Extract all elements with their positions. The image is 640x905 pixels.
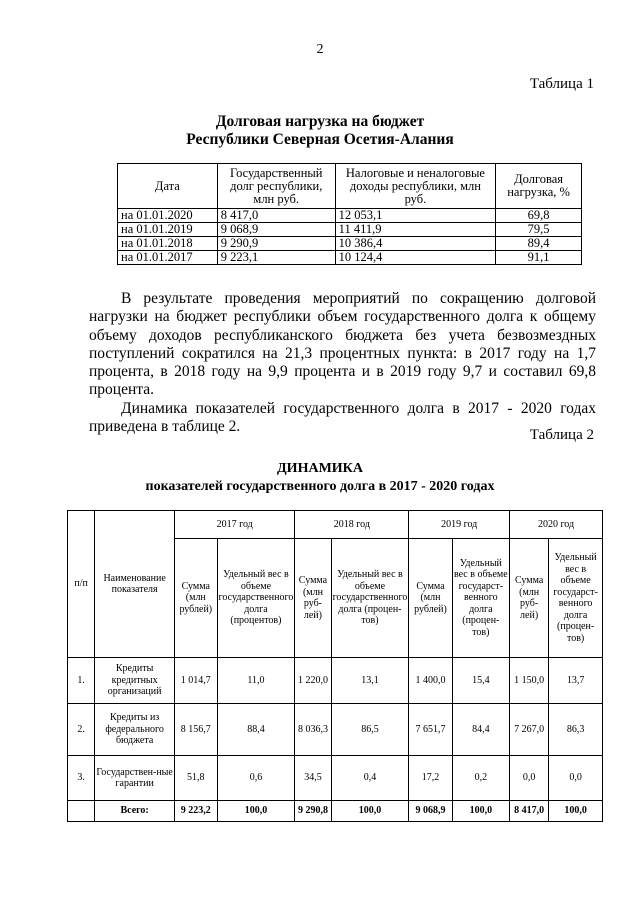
header-share-2017: Удельный вес в объеме государственного долга (процентов) (217, 539, 295, 658)
cell-load: 69,8 (496, 209, 582, 223)
header-sum-2017: Сумма (млн рублей) (175, 539, 218, 658)
cell-value: 1 150,0 (510, 658, 549, 704)
header-load: Долговая нагрузка, % (496, 164, 582, 209)
header-year-2017: 2017 год (175, 511, 295, 539)
cell-date: на 01.01.2018 (118, 237, 218, 251)
table1-header-row (118, 164, 582, 209)
table-row (118, 209, 582, 223)
cell-np (68, 801, 95, 822)
table2-label: Таблица 2 (529, 427, 594, 443)
cell-value: 8 156,7 (175, 704, 218, 756)
paragraph: Динамика показателей государственного долга в 2017 - 2020 годах приведена в таблице 2. (89, 399, 596, 436)
header-sum-2019: Сумма (млн рублей) (409, 539, 452, 658)
header-np: п/п (68, 511, 95, 658)
cell-value: 1 220,0 (295, 658, 331, 704)
cell-load: 89,4 (496, 237, 582, 251)
table2-title (0, 460, 640, 496)
header-name: Наименование показателя (95, 511, 175, 658)
cell-value: 34,5 (295, 756, 331, 801)
cell-name: Кредиты из федерального бюджета (95, 704, 175, 756)
cell-value: 0,6 (217, 756, 295, 801)
cell-load: 91,1 (496, 251, 582, 265)
header-year-2018: 2018 год (295, 511, 409, 539)
cell-debt: 9 068,9 (217, 223, 335, 237)
cell-value: 15,4 (452, 658, 509, 704)
header-year-2019: 2019 год (409, 511, 510, 539)
table-row (68, 704, 603, 756)
cell-value: 0,4 (331, 756, 409, 801)
cell-value: 0,0 (510, 756, 549, 801)
cell-value: 1 400,0 (409, 658, 452, 704)
cell-revenue: 10 386,4 (335, 237, 495, 251)
table-row (118, 237, 582, 251)
cell-name: Всего: (95, 801, 175, 822)
table2-year-row (68, 511, 603, 539)
cell-np: 3. (68, 756, 95, 801)
header-share-2019: Удельный вес в объеме государст-венного долга (процен-тов) (452, 539, 509, 658)
cell-value: 13,1 (331, 658, 409, 704)
header-year-2020: 2020 год (510, 511, 603, 539)
cell-value: 9 223,2 (175, 801, 218, 822)
page-number: 2 (316, 42, 324, 57)
cell-value: 86,3 (549, 704, 603, 756)
cell-revenue: 12 053,1 (335, 209, 495, 223)
table-total-row (68, 801, 603, 822)
cell-value: 84,4 (452, 704, 509, 756)
header-share-2018: Удельный вес в объеме государственного долга (процен-тов) (331, 539, 409, 658)
cell-debt: 9 290,9 (217, 237, 335, 251)
cell-load: 79,5 (496, 223, 582, 237)
cell-debt: 8 417,0 (217, 209, 335, 223)
cell-value: 11,0 (217, 658, 295, 704)
cell-value: 9 290,8 (295, 801, 331, 822)
header-debt: Государственный долг республики, млн руб. (217, 164, 335, 209)
debt-dynamics-table (67, 510, 603, 822)
table-row (118, 251, 582, 265)
cell-value: 0,2 (452, 756, 509, 801)
table1-title-line1: Долговая нагрузка на бюджет (215, 113, 425, 130)
table-row (118, 223, 582, 237)
paragraph: В результате проведения мероприятий по сокращению долговой нагрузки на бюджет республики объем государственного долга к общему объему доходов республиканского бюджета без учета безвозмездных поступлений сократился на 21,3 процентных пункта: в 2017 году на 1,7 процента, в 2018 году на 9,9 процента и в 2019 году 9,7 и составил 69,8 процента. (89, 290, 596, 399)
table2-title-line2: показателей государственного долга в 2017 - 2020 годах (145, 479, 495, 494)
cell-value: 0,0 (549, 756, 603, 801)
table1-title-line2: Республики Северная Осетия-Алания (186, 131, 454, 148)
table1-title (0, 113, 640, 149)
cell-np: 1. (68, 658, 95, 704)
header-sum-2018: Сумма (млн руб-лей) (295, 539, 331, 658)
table2-title-line1: ДИНАМИКА (277, 461, 363, 476)
cell-value: 7 267,0 (510, 704, 549, 756)
header-share-2020: Удельный вес в объеме государст-венного долга (процен-тов) (549, 539, 603, 658)
cell-debt: 9 223,1 (217, 251, 335, 265)
cell-value: 100,0 (452, 801, 509, 822)
cell-np: 2. (68, 704, 95, 756)
table1-label: Таблица 1 (529, 76, 594, 92)
cell-value: 86,5 (331, 704, 409, 756)
table-row (68, 756, 603, 801)
cell-value: 8 036,3 (295, 704, 331, 756)
table-row (68, 658, 603, 704)
cell-value: 9 068,9 (409, 801, 452, 822)
header-date: Дата (118, 164, 218, 209)
cell-value: 1 014,7 (175, 658, 218, 704)
cell-date: на 01.01.2020 (118, 209, 218, 223)
cell-value: 8 417,0 (510, 801, 549, 822)
cell-revenue: 11 411,9 (335, 223, 495, 237)
cell-value: 7 651,7 (409, 704, 452, 756)
cell-date: на 01.01.2019 (118, 223, 218, 237)
header-sum-2020: Сумма (млн руб-лей) (510, 539, 549, 658)
header-revenue: Налоговые и неналоговые доходы республики, млн руб. (335, 164, 495, 209)
cell-name: Кредиты кредитных организаций (95, 658, 175, 704)
debt-load-table (117, 163, 582, 265)
cell-value: 100,0 (217, 801, 295, 822)
cell-value: 17,2 (409, 756, 452, 801)
cell-value: 51,8 (175, 756, 218, 801)
cell-revenue: 10 124,4 (335, 251, 495, 265)
cell-name: Государствен-ные гарантии (95, 756, 175, 801)
cell-date: на 01.01.2017 (118, 251, 218, 265)
body-text (89, 290, 596, 436)
cell-value: 100,0 (549, 801, 603, 822)
cell-value: 88,4 (217, 704, 295, 756)
cell-value: 100,0 (331, 801, 409, 822)
cell-value: 13,7 (549, 658, 603, 704)
